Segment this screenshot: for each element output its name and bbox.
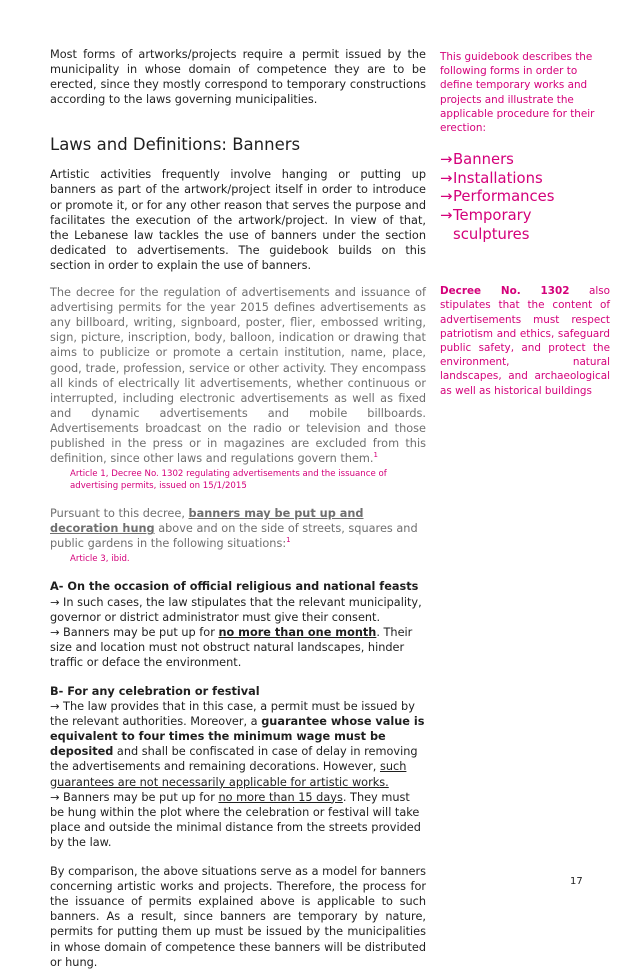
main-column (50, 47, 426, 970)
arrow-right-icon: → (440, 169, 453, 187)
pursuant-text-a: Pursuant to this decree, (50, 507, 189, 521)
list-item (440, 151, 610, 170)
pursuant-text-c: above and on the side of streets, squares and public gardens in the following situations: (50, 522, 418, 551)
section-a-line-1: → In such cases, the law stipulates that the relevant municipality, governor or district administrator must give their consent. (50, 595, 422, 624)
footnote-1: Article 1, Decree No. 1302 regulating advertisements and the issuance of advertising permits, issued on 15/1/2015 (70, 469, 387, 492)
pursuant-emphasis: banners may be put up and decoration hung (50, 507, 364, 536)
list-item-label: Installations (453, 169, 543, 187)
section-b-line-1 (50, 699, 426, 790)
comparison-paragraph: By comparison, the above situations serve as a model for banners concerning artistic works and projects. Therefore, the process for the issuance of permits explained above is applicable to such banners. As a result, since banners are temporary by nature, permits for putting them up must be issued by the municipalities in whose domain of competence these banners will be distributed or hung. (50, 865, 426, 969)
sidebar-intro: This guidebook describes the following forms in order to define temporary works and projects and illustrate the applicable procedure for their erection: (440, 51, 595, 135)
footnote-2: Article 3, ibid. (70, 554, 130, 565)
list-item-label: Temporary sculptures (453, 207, 532, 243)
decree-definition-paragraph (50, 285, 426, 466)
arrow-right-icon: → (440, 207, 453, 224)
banners-intro-paragraph: Artistic activities frequently involve hanging or putting up banners as part of the artwork/project itself in order to introduce or promote it, or for any other reason that serves the purpose and facilitates the execution of the artwork/project. In view of that, the Lebanese law tackles the use of banners under the section dedicated to advertisements. The guidebook builds on this section in order to explain the use of banners. (50, 168, 426, 272)
footnote-ref-1: 1 (373, 451, 378, 460)
decree-note-text: also stipulates that the content of advertisements must respect patriotism and ethics, safeguard public safety, and protect the environment, natural landscapes, and archaeological as well as historical buildings (440, 285, 610, 397)
section-b-line-1-c: and shall be confiscated in case of delay in removing the advertisements and remaining decorations. However, (50, 745, 418, 774)
guarantee-emphasis: guarantee whose value is equivalent to four times the minimum wage must be deposited (50, 715, 425, 759)
list-item-label: Banners (453, 151, 514, 169)
section-b-line-1-a: → The law provides that in this case, a permit must be issued by the relevant authorities. Moreover, a (50, 700, 415, 729)
pursuant-paragraph (50, 506, 426, 551)
list-item (440, 170, 610, 189)
section-b-line-2-a: → Banners may be put up for (50, 790, 219, 804)
section-a-heading: A- On the occasion of official religious and national feasts (50, 580, 419, 594)
one-month-emphasis: no more than one month (218, 625, 377, 639)
section-a-line-2 (50, 625, 426, 670)
list-item (440, 188, 610, 207)
fifteen-days-emphasis: no more than 15 days (218, 790, 343, 804)
list-item (440, 207, 610, 244)
section-b-line-2-c: . They must be hung within the plot where the celebration or festival will take place and outside the minimal distance from the streets provided by the law. (50, 790, 421, 849)
list-item-label: Performances (453, 188, 555, 206)
forms-list (440, 151, 610, 244)
decree-number: Decree No. 1302 (440, 285, 570, 298)
guarantee-exception: such guarantees are not necessarily applicable for artistic works. (50, 760, 407, 789)
section-b-line-2 (50, 790, 426, 850)
arrow-right-icon: → (440, 151, 453, 169)
section-b-heading: B- For any celebration or festival (50, 685, 260, 698)
intro-paragraph: Most forms of artworks/projects require a permit issued by the municipality in whose domain of competence they are to be erected, since they mostly correspond to temporary constructions according to the laws governing municipalities. (50, 48, 426, 107)
sidebar-decree-note (440, 284, 610, 398)
arrow-right-icon: → (440, 188, 453, 206)
page-number: 17 (570, 876, 583, 887)
decree-definition-text: The decree for the regulation of advertisements and issuance of advertising permits for the year 2015 defines advertisements as any billboard, writing, signboard, poster, flier, embossed writing, sign, picture, inscription, body, balloon, indication or drawing that aims to publicize or promote a certain institution, name, place, good, trade, profession, service or other activity. They encompass all kinds of electrically lit advertisements, whether continuous or interrupted, including electronic advertisements as well as fixed and dynamic advertisements and mobile billboards. Advertisements broadcast on the radio or television and those published in the press or in magazines are excluded from this definition, since other laws and regulations govern them. (50, 286, 426, 466)
section-a-line-2-a: → Banners may be put up for (50, 625, 219, 639)
section-heading: Laws and Definitions: Banners (50, 135, 301, 155)
sidebar (440, 50, 610, 398)
section-a-line-2-c: . Their size and location must not obstruct natural landscapes, hinder traffic or deface the environment. (50, 625, 413, 669)
footnote-ref-2: 1 (286, 536, 291, 545)
